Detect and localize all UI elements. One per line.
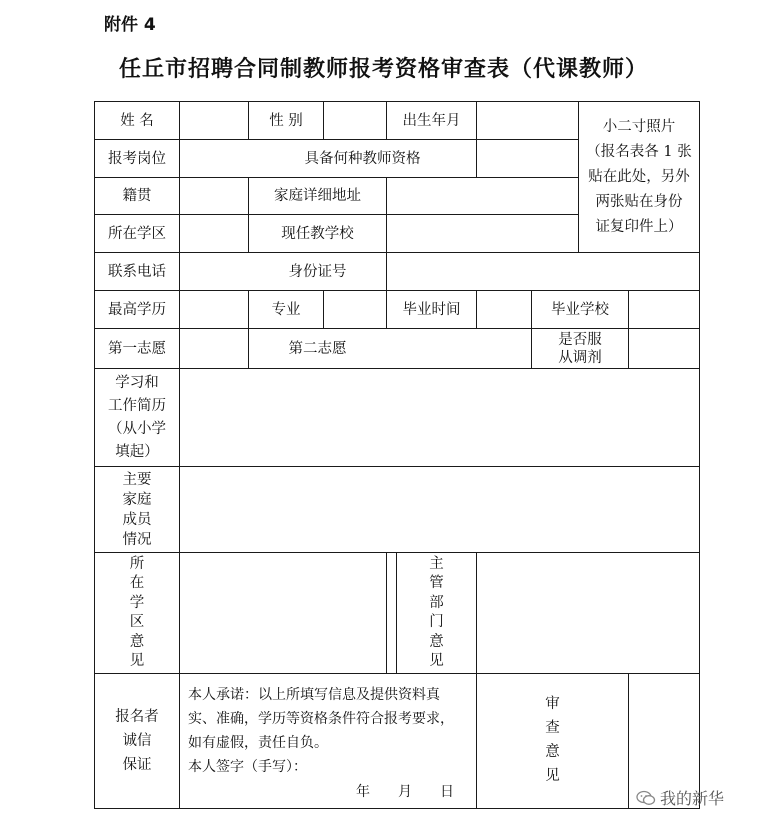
family-line-2: 家庭	[122, 491, 152, 508]
photo-line-5: 证复印件上）	[595, 218, 683, 235]
district-opinion-char-5: 意	[129, 633, 145, 650]
watermark-text: 我的新华	[660, 789, 725, 808]
guarantee-line-1: 报名者	[115, 709, 159, 725]
label-id-number: 身份证号	[288, 263, 347, 280]
resume-line-4: 填起）	[115, 443, 159, 460]
watermark	[636, 786, 724, 809]
col-line-d3	[386, 552, 387, 673]
label-resume	[95, 369, 179, 466]
family-line-4: 情况	[122, 531, 152, 548]
col-line-a	[179, 101, 180, 808]
label-name: 姓 名	[120, 112, 154, 129]
label-graduation-time: 毕业时间	[402, 301, 461, 318]
label-gender: 性 别	[269, 112, 303, 129]
pledge-line-4: 本人签字（手写）：	[188, 759, 307, 775]
label-obey-adjust	[532, 329, 628, 368]
pledge-line-1: 本人承诺：以上所填写信息及提供资料真	[188, 687, 440, 703]
authority-opinion-char-3: 部	[429, 594, 444, 611]
row-line-10	[94, 673, 700, 674]
pledge-text	[188, 683, 474, 779]
label-phone: 联系电话	[108, 263, 166, 280]
photo-line-3: 贴在此处，另外	[588, 168, 690, 185]
row-line-4	[94, 252, 700, 253]
obey-adjust-line-2: 从调剂	[558, 349, 602, 366]
label-district-opinion	[95, 553, 179, 673]
review-opinion-char-4: 见	[545, 768, 560, 784]
label-first-choice: 第一志愿	[108, 340, 166, 357]
photo-placeholder	[579, 102, 699, 252]
label-review-opinion	[477, 690, 628, 790]
wechat-icon	[636, 790, 656, 806]
col-line-g2	[628, 673, 629, 808]
label-authority-opinion	[397, 553, 476, 673]
row-line-7	[94, 368, 700, 369]
review-opinion-char-1: 审	[545, 696, 560, 712]
authority-opinion-char-1: 主	[429, 555, 444, 572]
label-native-place: 籍贯	[122, 188, 152, 204]
col-line-c2	[323, 290, 324, 328]
resume-line-2: 工作简历	[108, 397, 166, 414]
form-title: 任丘市招聘合同制教师报考资格审查表（代课教师）	[118, 56, 648, 82]
label-graduation-school: 毕业学校	[551, 301, 609, 318]
label-birth: 出生年月	[402, 112, 461, 129]
label-home-address: 家庭详细地址	[274, 188, 361, 204]
label-school-district: 所在学区	[108, 225, 166, 242]
label-guarantee	[95, 674, 179, 808]
authority-opinion-char-2: 管	[429, 575, 444, 591]
guarantee-line-2: 诚信	[122, 733, 152, 749]
label-second-choice: 第二志愿	[288, 340, 347, 357]
pledge-line-3: 如有虚假，责任自负。	[188, 735, 328, 751]
district-opinion-char-4: 区	[129, 614, 145, 630]
label-education: 最高学历	[108, 301, 166, 318]
label-qualification: 具备何种教师资格	[304, 150, 421, 167]
resume-line-1: 学习和	[115, 374, 159, 391]
review-opinion-char-3: 意	[545, 744, 560, 760]
district-opinion-char-1: 所	[129, 555, 145, 572]
family-line-3: 成员	[122, 511, 152, 528]
col-line-e1	[476, 101, 477, 177]
col-line-c1	[323, 101, 324, 139]
photo-line-1: 小二寸照片	[602, 118, 676, 135]
photo-line-2: （报名表各 1 张	[586, 143, 692, 160]
authority-opinion-char-5: 意	[429, 633, 444, 650]
label-position: 报考岗位	[108, 150, 166, 167]
guarantee-line-3: 保证	[122, 757, 152, 773]
district-opinion-char-6: 见	[129, 653, 145, 669]
label-current-school: 现任教学校	[281, 225, 354, 242]
district-opinion-char-2: 在	[129, 575, 145, 591]
table-border-right	[699, 101, 700, 808]
label-family	[95, 467, 179, 552]
resume-line-3: （从小学	[108, 420, 166, 437]
photo-line-4: 两张贴在身份	[595, 193, 683, 210]
col-line-e2	[476, 290, 477, 328]
attachment-label: 附件 4	[104, 15, 156, 35]
district-opinion-char-3: 学	[129, 594, 145, 611]
authority-opinion-char-4: 门	[429, 614, 444, 630]
family-line-1: 主要	[122, 471, 152, 488]
review-opinion-char-2: 查	[545, 720, 560, 736]
label-major: 专业	[271, 301, 301, 318]
signature-date: 年 月 日	[356, 784, 454, 800]
authority-opinion-char-6: 见	[429, 653, 444, 669]
pledge-line-2: 实、准确，学历等资格条件符合报考要求，	[188, 711, 454, 727]
obey-adjust-line-1: 是否服	[558, 331, 602, 348]
table-border-bottom	[94, 808, 700, 809]
col-line-g1	[628, 290, 629, 368]
row-line-8	[94, 466, 700, 467]
